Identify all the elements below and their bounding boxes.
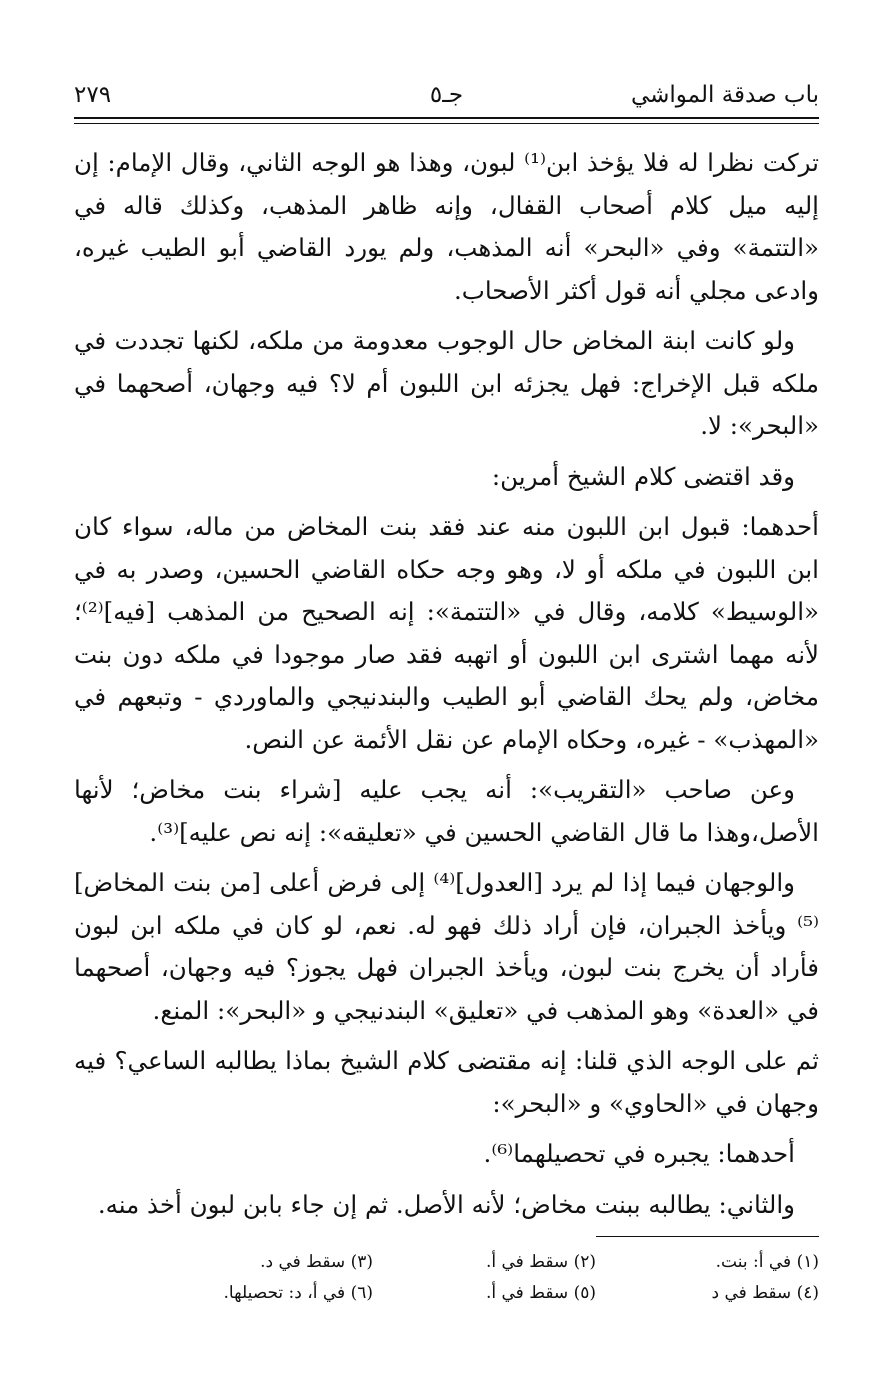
footnote: (٦) في أ، د: تحصيلها. — [223, 1283, 373, 1303]
chapter-title: باب صدقة المواشي — [630, 82, 819, 108]
footnote: (١) في أ: بنت. — [715, 1252, 819, 1272]
footnote-row — [150, 1247, 819, 1278]
paragraph: ثم على الوجه الذي قلنا: إنه مقتضى كلام الشيخ بماذا يطالبه الساعي؟ فيه وجهان في «الحاوي» و «البحر»: — [74, 1046, 819, 1118]
header-rule-thick — [74, 117, 819, 119]
footnotes — [150, 1247, 819, 1309]
header-rule-thin — [74, 123, 819, 124]
paragraph: ولو كانت ابنة المخاض حال الوجوب معدومة من ملكه، لكنها تجددت في ملكه قبل الإخراج: فهل يجزئه ابن اللبون أم لا؟ فيه وجهان، أصحهما في «البحر»: لا. — [74, 326, 819, 440]
main-text — [74, 142, 819, 1234]
paragraph: أحدهما: يجبره في تحصيلهما⁽⁶⁾. — [483, 1139, 795, 1168]
paragraph: والوجهان فيما إذا لم يرد [العدول]⁽⁴⁾ إلى فرض أعلى [من بنت المخاض]⁽⁵⁾ ويأخذ الجبران، فإن أراد ذلك فهو له. نعم، لو كان في ملكه ابن لبون فأراد أن يخرج بنت لبون، ويأخذ الجبران فهل يجوز؟ فيه وجهان، أصحهما في «العدة» وهو المذهب في «تعليق» البندنيجي و «البحر»: المنع. — [74, 868, 819, 1025]
running-header — [74, 76, 819, 116]
paragraph: وعن صاحب «التقريب»: أنه يجب عليه [شراء بنت مخاض؛ لأنها الأصل،وهذا ما قال القاضي الحسين في «تعليقه»: إنه نص عليه]⁽³⁾. — [74, 775, 819, 847]
volume-label: جـ٥ — [429, 82, 464, 108]
footnote: (٣) سقط في د. — [260, 1252, 373, 1272]
footnote: (٤) سقط في د — [711, 1283, 819, 1303]
paragraph: وقد اقتضى كلام الشيخ أمرين: — [491, 461, 795, 491]
paragraph: والثاني: يطالبه ببنت مخاض؛ لأنه الأصل. ثم إن جاء بابن لبون أخذ منه. — [97, 1189, 795, 1219]
paragraph: أحدهما: قبول ابن اللبون منه عند فقد بنت المخاض من ماله، سواء كان ابن اللبون في ملكه أو لا، وهو وجه حكاه القاضي الحسين، وصدر به في «الوسيط» كلامه، وقال في «التتمة»: إنه الصحيح من المذهب [فيه]⁽²⁾؛ لأنه مهما اشترى ابن اللبون أو اتهبه فقد صار موجودا في ملكه دون بنت مخاض، ولم يحك القاضي أبو الطيب والبندنيجي والماوردي - وتبعهم في «المهذب» - غيره، وحكاه الإمام عن نقل الأئمة عن النص. — [74, 512, 819, 754]
footnote: (٢) سقط في أ. — [485, 1252, 596, 1272]
page-number: ٢٧٩ — [74, 82, 112, 108]
footnote-separator — [596, 1236, 819, 1237]
footnote: (٥) سقط في أ. — [485, 1283, 596, 1303]
footnote-row — [150, 1278, 819, 1309]
paragraph: تركت نظرا له فلا يؤخذ ابن⁽¹⁾ لبون، وهذا هو الوجه الثاني، وقال الإمام: إن إليه ميل كلام أصحاب القفال، وإنه ظاهر المذهب، وكذلك قاله في «التتمة» وفي «البحر» أنه المذهب، ولم يورد القاضي أبو الطيب غيره، وادعى مجلي أنه قول أكثر الأصحاب. — [74, 148, 819, 305]
